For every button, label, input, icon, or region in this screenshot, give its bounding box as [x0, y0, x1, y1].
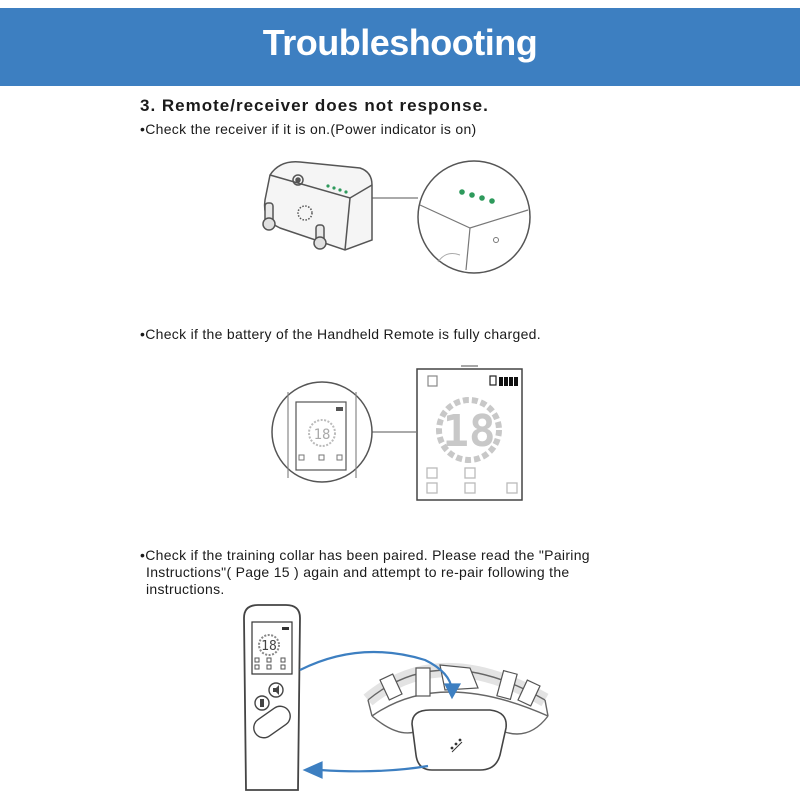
lcd-level-digits: 18 [442, 406, 496, 457]
step-2-text: •Check if the battery of the Handheld Remote is fully charged. [140, 326, 541, 342]
remote-pairing-digits: 18 [261, 639, 277, 654]
pairing-arrow-to-remote [320, 766, 428, 771]
step-3-line-1: •Check if the training collar has been paired. Please read the "Pairing [140, 547, 590, 563]
handheld-remote [244, 605, 300, 790]
page-title: Troubleshooting [262, 22, 538, 63]
step-1-text: •Check the receiver if it is on.(Power indicator is on) [140, 121, 477, 137]
step-3-line-2: Instructions"( Page 15 ) again and attempt to re-pair following the [146, 564, 570, 580]
step-3-line-3: instructions. [146, 581, 225, 597]
section-heading: 3. Remote/receiver does not response. [140, 96, 489, 115]
training-collar [368, 665, 548, 770]
remote-small-digits: 18 [313, 427, 331, 443]
